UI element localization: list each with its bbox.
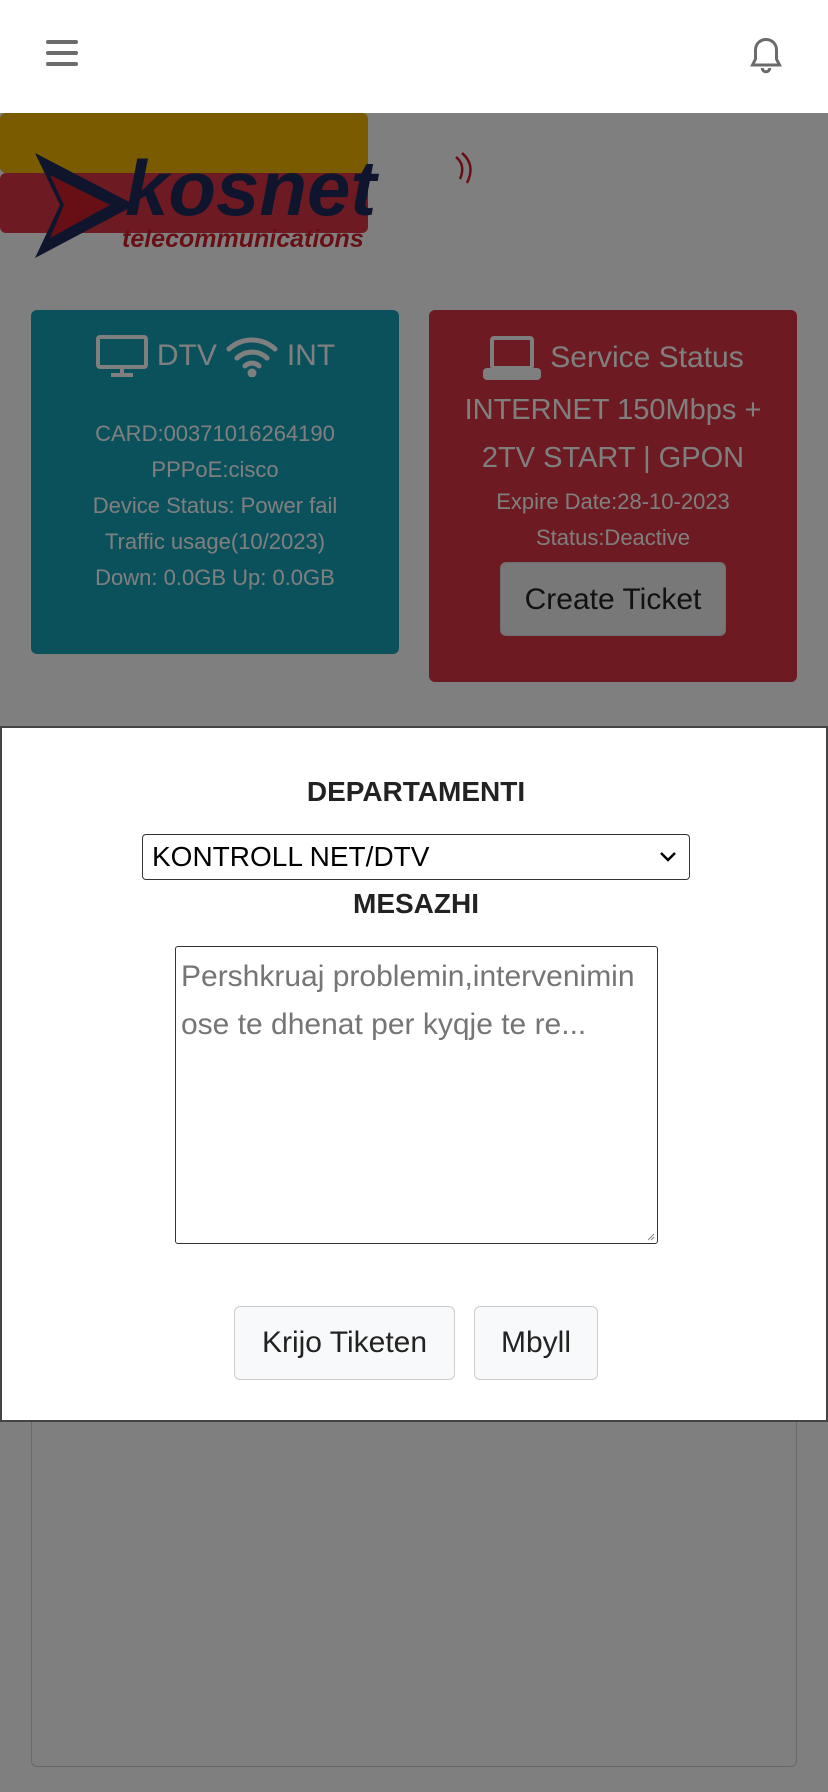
department-label: DEPARTAMENTI — [306, 776, 526, 807]
resize-handle-icon[interactable] — [645, 1231, 655, 1241]
department-selected-value: KONTROLL NET/DTV — [152, 841, 430, 872]
hamburger-menu-icon[interactable] — [46, 40, 78, 68]
message-label: MESAZHI — [353, 888, 479, 919]
chevron-down-icon — [657, 845, 679, 867]
message-textarea[interactable] — [175, 946, 658, 1244]
department-select[interactable] — [142, 834, 690, 880]
create-ticket-modal — [0, 726, 828, 1422]
top-bar — [0, 0, 828, 113]
create-ticket-submit-button[interactable]: Krijo Tiketen — [234, 1306, 455, 1380]
message-placeholder: Pershkruaj problemin,intervenimin ose te dhenat per kyqje te re... — [181, 960, 635, 1041]
bell-icon[interactable] — [748, 36, 784, 76]
close-modal-button[interactable]: Mbyll — [474, 1306, 598, 1380]
